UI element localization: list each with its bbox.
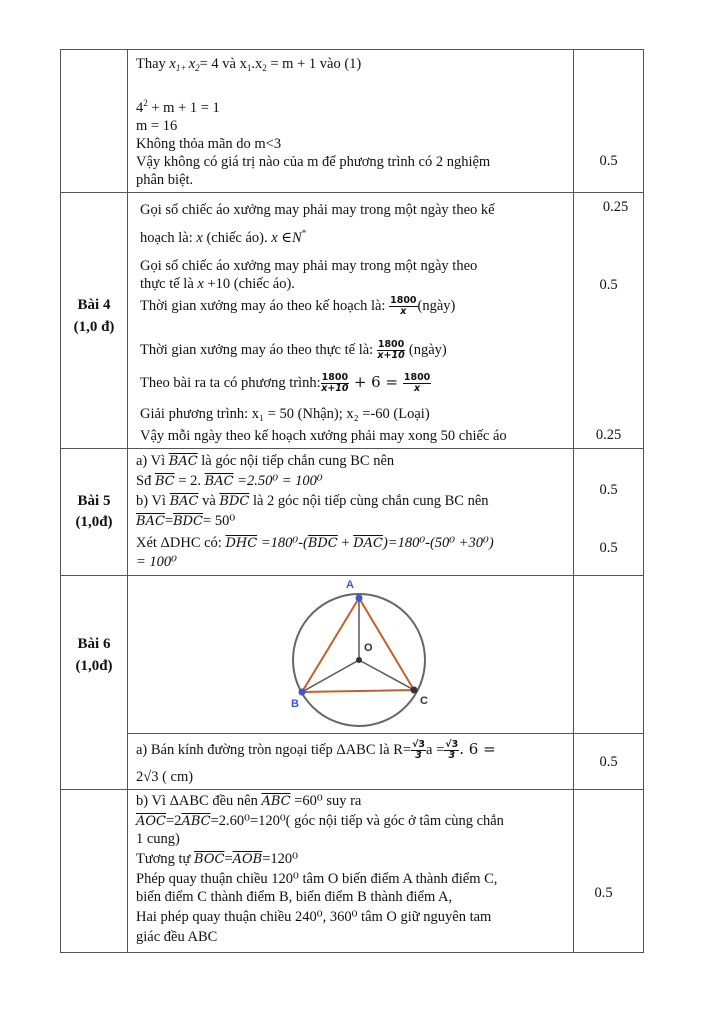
numerator: 1800 — [321, 372, 349, 383]
text: Xét ΔDHC có: — [136, 535, 226, 551]
equation-line: m = 16 — [136, 118, 178, 134]
text: x — [188, 56, 196, 72]
text-line — [140, 296, 571, 317]
text-line: Gọi số chiếc áo xưởng may phải may trong một ngày theo — [140, 258, 478, 274]
text-line — [136, 851, 571, 868]
label-a: A — [346, 579, 354, 591]
content-cell — [128, 734, 574, 790]
content-cell — [128, 193, 574, 449]
angle-symbol: $\overline{DAC}$ — [353, 536, 383, 551]
text: Thời gian xưởng may áo theo thực tế là: — [140, 341, 377, 358]
answer-table — [60, 49, 644, 953]
text-line — [136, 554, 571, 571]
score: 0.5 — [594, 885, 613, 901]
problem-label: Bài 5 — [77, 493, 111, 509]
fraction — [403, 373, 431, 394]
text-line: Vậy mỗi ngày theo kế hoạch xưởng phải may xong 50 chiếc áo — [140, 428, 507, 444]
geometry-figure — [128, 576, 573, 733]
numerator: 1800 — [377, 339, 405, 350]
text: = 4 và x — [199, 56, 247, 72]
text: a = — [426, 741, 445, 758]
text: =2.50⁰ = 100⁰ — [233, 473, 323, 489]
text: )=180⁰-(50⁰ +30⁰) — [382, 535, 494, 551]
text: =60⁰ suy ra — [290, 793, 362, 809]
content-cell — [128, 449, 574, 576]
score: 0.5 — [599, 277, 618, 293]
fraction — [411, 740, 426, 761]
text: x — [197, 276, 204, 292]
table-row — [61, 50, 644, 193]
angle-symbol: $\overline{DHC}$ — [225, 536, 258, 551]
text-line — [136, 535, 571, 552]
text-line: 1 cung) — [136, 831, 180, 847]
score-cell — [574, 576, 644, 734]
text-line — [136, 793, 571, 810]
text: a) Vì — [136, 453, 169, 469]
fraction — [444, 740, 459, 761]
text: =2.60⁰=120⁰( góc nội tiếp và góc ở tâm cùng chắn — [210, 813, 504, 829]
text-line — [140, 340, 571, 361]
label-b: B — [291, 698, 299, 710]
problem-label: Bài 6 — [77, 636, 111, 652]
text-line — [136, 473, 571, 490]
angle-symbol: $\overline{BAC}$ — [169, 494, 199, 509]
text-line — [136, 453, 571, 470]
text: =120⁰ — [262, 851, 298, 867]
text: = 2. — [174, 473, 205, 489]
text-line: 2√3 ( cm) — [136, 769, 194, 785]
text-line: Gọi số chiếc áo xưởng may phải may trong một ngày theo kế — [140, 202, 495, 218]
score: 0.5 — [599, 482, 618, 498]
point-a — [356, 595, 363, 602]
text-line — [136, 513, 571, 530]
numerator: √3 — [445, 739, 459, 750]
label-cell — [61, 193, 128, 449]
text: x ∈N — [271, 230, 302, 246]
angle-symbol: $\overline{BAC}$ — [204, 474, 234, 489]
score: 0.5 — [599, 540, 618, 556]
label-c: C — [420, 695, 428, 707]
label-cell — [61, 449, 128, 576]
text: 2 — [195, 63, 200, 73]
text: + — [337, 535, 354, 551]
numerator: 1800 — [403, 372, 431, 383]
text: (chiếc áo). — [202, 230, 272, 246]
text: hoạch là: — [140, 230, 197, 246]
score-cell — [574, 449, 644, 576]
angle-symbol: $\overline{BDC}$ — [219, 494, 250, 509]
substitution-line — [136, 56, 571, 73]
text: là góc nội tiếp chắn cung BC nên — [197, 453, 395, 469]
angle-symbol: $\overline{ABC}$ — [181, 814, 211, 829]
text: =180⁰-( — [257, 535, 308, 551]
text: (ngày) — [417, 297, 456, 314]
text: a) Bán kính đường tròn ngoại tiếp ΔABC là R= — [136, 741, 412, 758]
problem-points: (1,0đ) — [75, 514, 113, 530]
denominator: x+10 — [377, 350, 405, 361]
angle-symbol: $\overline{BAC}$ — [136, 514, 165, 529]
text: = — [224, 851, 233, 867]
score: 0.25 — [602, 199, 629, 215]
text: +10 (chiếc áo). — [203, 276, 295, 292]
angle-symbol: $\overline{BDC}$ — [173, 514, 204, 529]
table-row — [61, 449, 644, 576]
triangle-abc — [302, 598, 414, 692]
denominator: 3 — [415, 750, 422, 761]
angle-symbol: $\overline{BOC}$ — [194, 852, 225, 867]
text-line — [136, 740, 571, 761]
table-row — [61, 734, 644, 790]
text: Thời gian xưởng may áo theo kế hoạch là: — [140, 297, 390, 314]
denominator: x+10 — [321, 383, 349, 394]
label-o: O — [364, 642, 373, 654]
label-cell — [61, 790, 128, 953]
score: 0.5 — [599, 754, 618, 770]
equation-line — [136, 100, 571, 117]
score: 0.5 — [599, 153, 618, 169]
fraction — [377, 340, 405, 361]
point-b — [299, 689, 306, 696]
fraction — [321, 373, 349, 394]
numerator: √3 — [412, 739, 426, 750]
score-cell — [574, 50, 644, 193]
text-line: Không thỏa mãn do m<3 — [136, 136, 282, 152]
score-cell — [574, 734, 644, 790]
text: và — [198, 493, 220, 509]
text: (ngày) — [405, 341, 447, 358]
angle-symbol: $\overline{AOC}$ — [136, 814, 166, 829]
text: =2 — [166, 813, 182, 829]
denominator: 3 — [448, 750, 456, 761]
label-cell — [61, 576, 128, 790]
text-line: phân biệt. — [136, 172, 194, 188]
angle-symbol: $\overline{AOB}$ — [232, 852, 263, 867]
text-line: Phép quay thuận chiều 120⁰ tâm O biến điểm A thành điểm C, — [136, 871, 498, 887]
point-c — [411, 687, 418, 694]
text: thực tế là — [140, 276, 198, 292]
text: Theo bài ra ta có phương trình: — [140, 374, 321, 391]
text: .x — [251, 56, 263, 72]
score-cell — [574, 790, 644, 953]
problem-points: (1,0 đ) — [73, 319, 115, 335]
text-line: Vậy không có giá trị nào của m để phương trình có 2 nghiệm — [136, 154, 491, 170]
text-line — [140, 230, 571, 247]
table-row — [61, 790, 644, 953]
figure-cell — [128, 576, 574, 734]
content-cell — [128, 50, 574, 193]
text: = 100⁰ — [136, 554, 177, 570]
text: b) Vì — [136, 493, 170, 509]
score: 0.25 — [595, 427, 622, 443]
equation-line — [140, 373, 571, 394]
angle-symbol: $\overline{ABC}$ — [261, 794, 291, 809]
text: 1 — [246, 63, 252, 73]
table-row — [61, 193, 644, 449]
problem-points: (1,0đ) — [75, 658, 113, 674]
numerator: 1800 — [390, 295, 417, 306]
text-line — [136, 493, 571, 510]
text: 2 — [143, 98, 148, 108]
text: x — [169, 56, 176, 72]
text: Thay — [136, 56, 170, 72]
problem-label: Bài 4 — [77, 297, 111, 313]
text: 1+ — [175, 63, 189, 73]
point-o — [356, 657, 362, 663]
text-line: biến điểm C thành điểm B, biến điểm B thành điểm A, — [136, 889, 453, 905]
text: * — [301, 228, 307, 238]
text: 4 — [136, 100, 144, 116]
text: 2 — [262, 63, 267, 73]
fraction — [389, 296, 417, 317]
angle-symbol: $\overline{BDC}$ — [307, 536, 338, 551]
content-cell — [128, 790, 574, 953]
denominator: x — [400, 306, 407, 317]
text: = m + 1 vào (1) — [266, 56, 362, 72]
table-row — [61, 576, 644, 734]
text: b) Vì ΔABC đều nên — [136, 793, 262, 809]
text: + 6 = — [349, 372, 403, 391]
text: = — [164, 513, 174, 529]
denominator: x — [414, 383, 421, 394]
text: = 50⁰ — [203, 513, 236, 529]
text: Sđ — [136, 473, 155, 489]
text-line — [140, 276, 571, 293]
text-line: giác đều ABC — [136, 929, 218, 945]
text: . 6 = — [459, 739, 496, 758]
angle-symbol: $\overline{BAC}$ — [168, 454, 198, 469]
score-cell — [574, 193, 644, 449]
text: + m + 1 = 1 — [147, 100, 220, 116]
text: là 2 góc nội tiếp cùng chắn cung BC nên — [249, 493, 489, 509]
text-line: Hai phép quay thuận chiều 240⁰, 360⁰ tâm O giữ nguyên tam — [136, 909, 492, 925]
label-cell — [61, 50, 128, 193]
text-line: Giải phương trình: x₁ = 50 (Nhận); x₂ =-60 (Loại) — [140, 406, 430, 422]
arc-symbol: $\overline{BC}$ — [154, 474, 175, 489]
text: Tương tự — [136, 851, 195, 867]
text: x — [196, 230, 203, 246]
text-line — [136, 813, 571, 830]
